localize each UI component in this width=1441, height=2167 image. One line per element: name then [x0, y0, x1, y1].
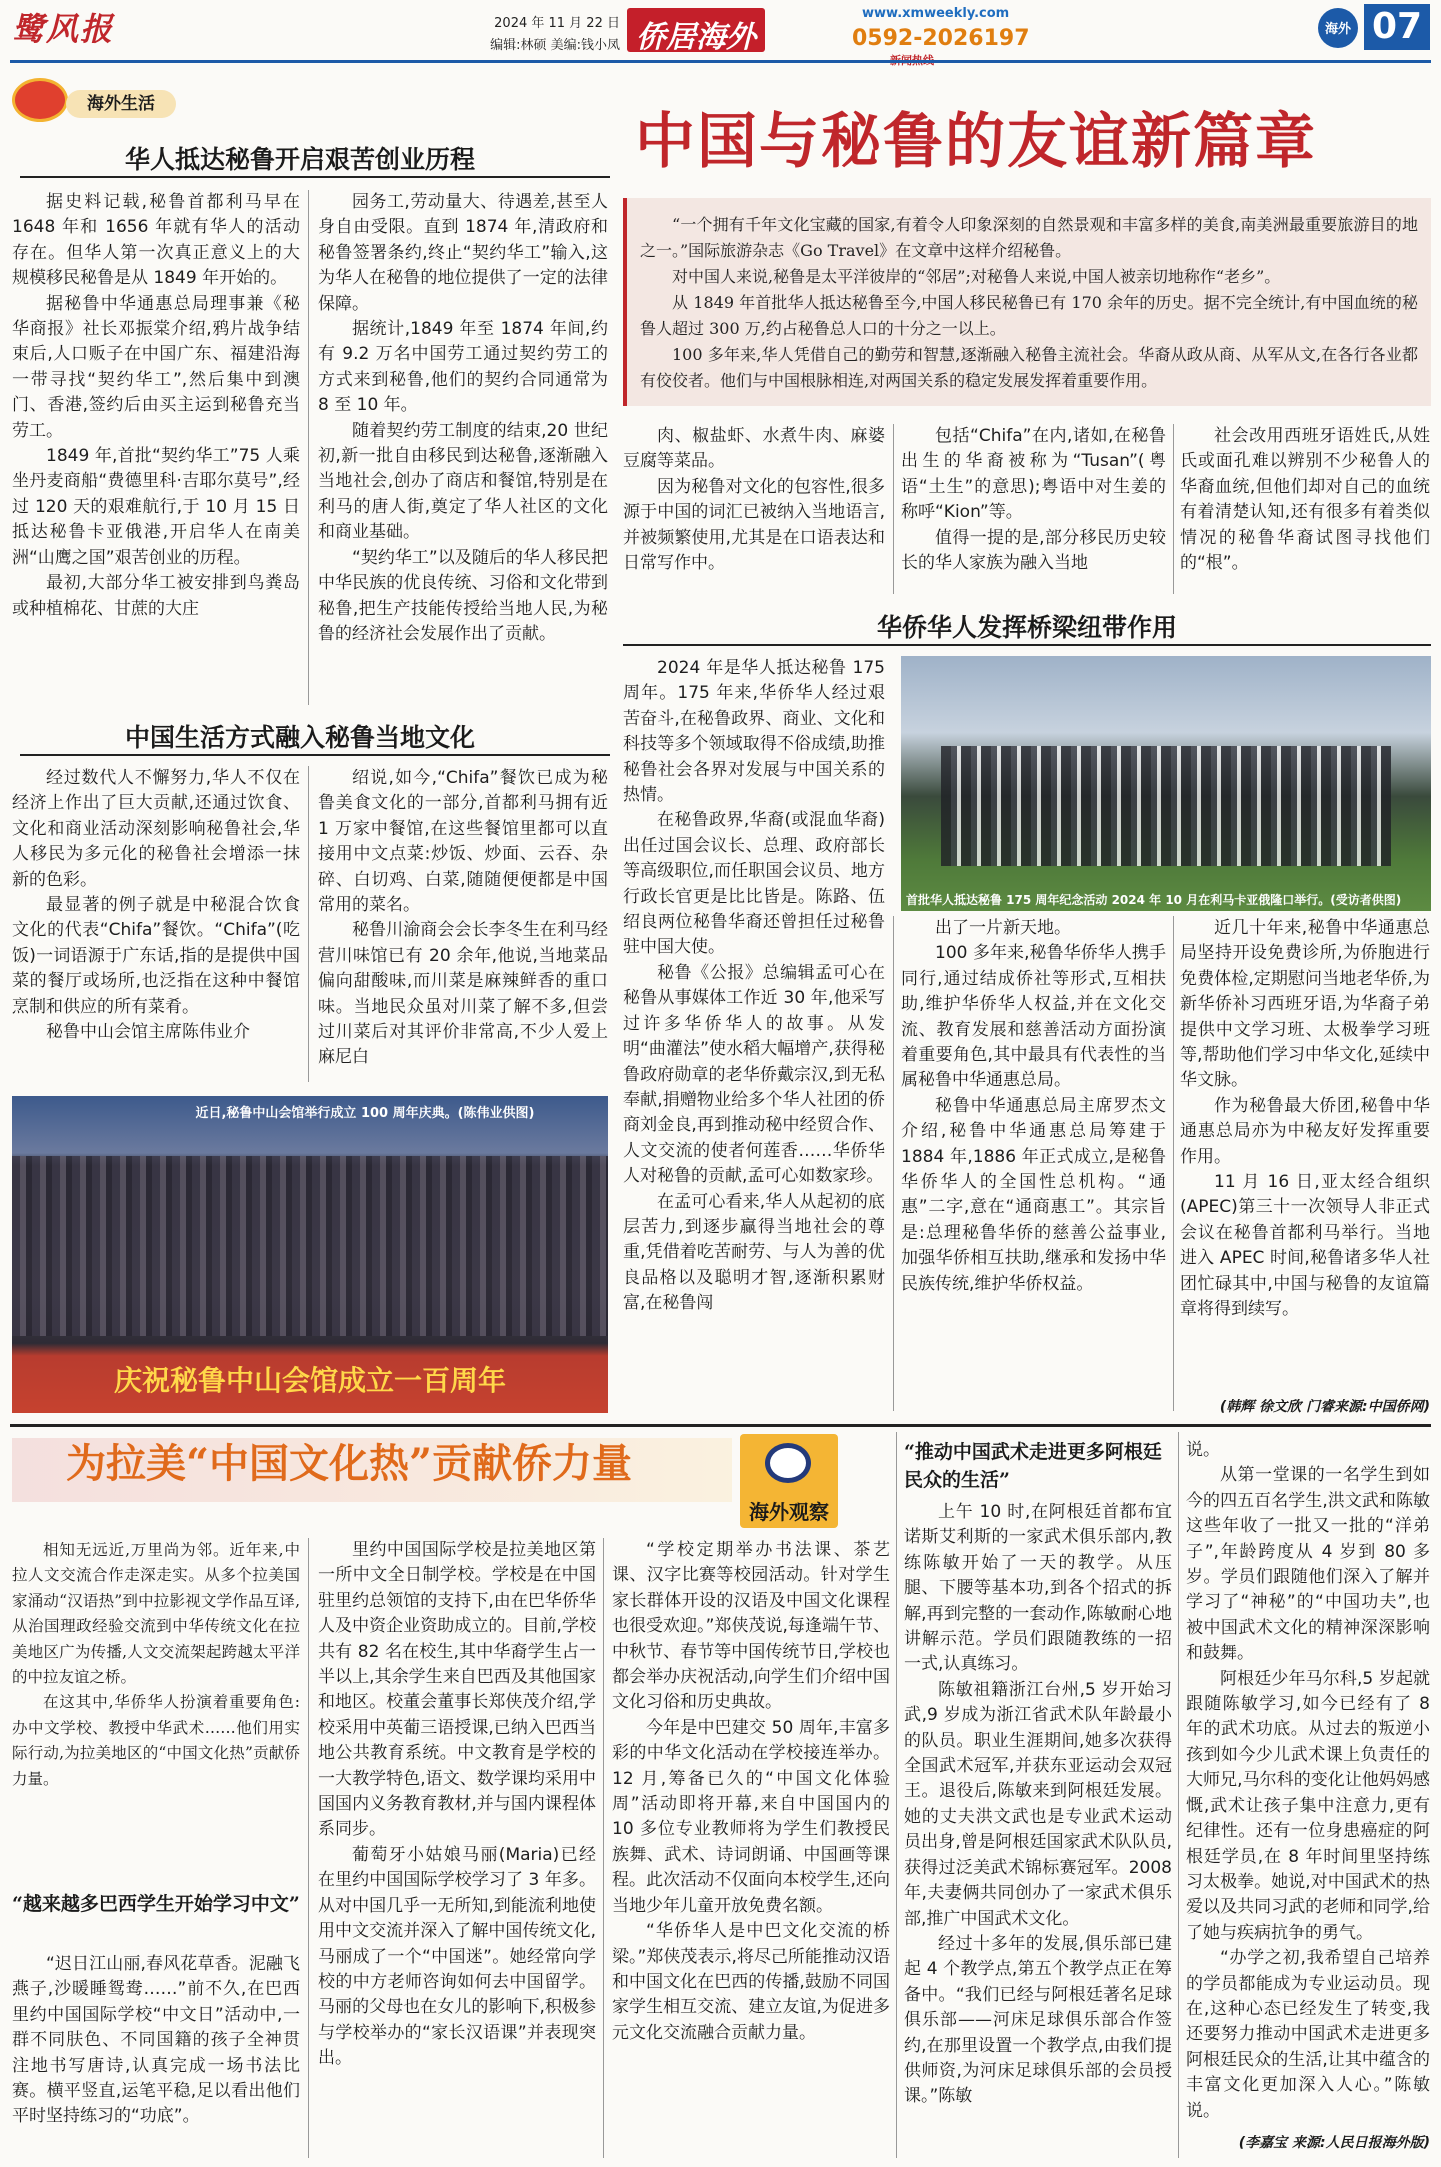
lower-col2 [318, 1538, 596, 2162]
issue-date: 2024 年 11 月 22 日 [494, 16, 620, 31]
main-headline: 中国与秘鲁的友谊新篇章 [635, 107, 1317, 177]
sec3-col3-p2: 作为秘鲁最大侨团,秘鲁中华通惠总局亦为中秘友好发挥重要作用。 [1180, 1095, 1430, 1167]
intro-text [640, 212, 1418, 402]
paper-logo: 鹭风报 [12, 10, 115, 48]
lower-col2-p2: 葡萄牙小姑娘马丽(Maria)已经在里约中国国际学校学习了 3 年多。从对中国几乎一无所知,到能流利地使用中文交流并深入了解中国传统文化,马丽成了一个“中国迷”。她经常向学校的中方老师咨询如何去中国留学。马丽的父母也在女儿的影响下,积极参与学校举办的“家长汉语课”并表现突出。 [318, 1844, 596, 2069]
lower-col2-p1: 里约中国国际学校是拉美地区第一所中文全日制学校。学校是在中国驻里约总领馆的支持下,由在巴华侨华人及中资企业资助成立的。目前,学校共有 82 名在校生,其中华裔学生占一半以上,其余学生来自巴西及其他国家和地区。校董会董事长郑侠茂介绍,学校采用中英葡三语授课,已纳入巴西当地公共教育系统。中文教育是学校的一大教学特色,语文、数学课均采用中国国内义务教育教材,并与国内课程体系同步。 [318, 1540, 596, 1840]
lower-credit: (李嘉宝 来源:人民日报海外版) [1238, 2135, 1430, 2151]
sec2-col4-p1: 包括“Chifa”在内,诸如,在秘鲁出生的华裔被称为“Tusan”(粤语“土生”的意思);粤语中对生姜的称呼“Kion”等。 [901, 426, 1166, 523]
sec2-col2-p2: 秘鲁川渝商会会长李冬生在利马经营川味馆已有 20 余年,他说,当地菜品偏向甜酸味,而川菜是麻辣鲜香的重口味。当地民众虽对川菜了解不多,但尝过川菜后对其评价非常高,不少人爱上麻尼白 [318, 920, 608, 1068]
sec1-col1-p2: 据秘鲁中华通惠总局理事兼《秘华商报》社长邓振棠介绍,鸦片战争结束后,人口贩子在中国广东、福建沿海一带寻找“契约华工”,然后集中到澳门、香港,签约后由买主运到秘鲁充当劳工。 [12, 293, 300, 441]
website-url: www.xmweekly.com [862, 6, 1010, 21]
sec1-col2-p2: 据统计,1849 年至 1874 年间,约有 9.2 万名中国劳工通过契约劳工的方式来到秘鲁,他们的契约合同通常为 8 至 10 年。 [318, 319, 608, 416]
sec1-rule [20, 176, 610, 178]
lower-divider-b [603, 1538, 604, 2158]
crowd-shape [12, 1156, 608, 1336]
lower-col4 [904, 1500, 1172, 2162]
lower-sub2: “推动中国武术走进更多阿根廷民众的生活” [904, 1441, 1162, 1491]
sec2-col1-p1: 经过数代人不懈努力,华人不仅在经济上作出了巨大贡献,还通过饮食、文化和商业活动深刻影响秘鲁社会,华人移民为多元化的秘鲁社会增添一抹新的色彩。 [12, 768, 300, 890]
lower-col5-p3: 阿根廷少年马尔科,5 岁起就跟随陈敏学习,如今已经有了 8 年的武术功底。从过去的叛逆小孩到如今少儿武术课上负责任的大师兄,马尔科的变化让他妈妈感慨,武术让孩子集中注意力,更有纪律性。还有一位身患癌症的阿根廷学员,在 8 年时间里坚持练习太极拳。她说,对中国武术的热爱以及共同习武的老师和同学,给了她与疾病抗争的勇气。 [1186, 1668, 1430, 1943]
intro-p4: 100 多年来,华人凭借自己的勤劳和智慧,逐渐融入秘鲁主流社会。华裔从政从商、从军从文,在各行各业都有佼佼者。他们与中国根脉相连,对两国关系的稳定发展发挥着重要作用。 [640, 345, 1418, 390]
intro-p3: 从 1849 年首批华人抵达秘鲁至今,中国人移民秘鲁已有 170 余年的历史。据不完全统计,有中国血统的秘鲁人超过 300 万,约占秘鲁总人口的十分之一以上。 [640, 293, 1418, 338]
lower-col1-p1: “迟日江山丽,春风花草香。泥融飞燕子,沙暖睡鸳鸯……”前不久,在巴西里约中国国际学校“中文日”活动中,一群不同肤色、不同国籍的孩子全神贯注地书写唐诗,认真完成一场书法比赛。横平竖直,运笔平稳,足以看出他们平时坚持练习的“功底”。 [12, 1954, 300, 2127]
hotline-number: 0592-2026197 [852, 26, 1030, 51]
lower-divider-c [896, 1432, 897, 2158]
lower-divider-d [1178, 1432, 1179, 2158]
sec1-col1-p1: 据史料记载,秘鲁首都利马早在 1648 年和 1656 年就有华人的活动存在。但华人第一次真正意义上的大规模移民秘鲁是从 1849 年开始的。 [12, 192, 300, 289]
anniversary-photo [12, 1096, 608, 1413]
sec1-col1-p3: 1849 年,首批“契约华工”75 人乘坐丹麦商船“费德里科·吉耶尔莫号”,经过 120 天的艰难航行,于 10 月 15 日抵达秘鲁卡亚俄港,开启华人在南美洲“山鹰之国”艰苦创业的历程。 [12, 446, 300, 568]
commemoration-photo [901, 656, 1431, 911]
sec2-col2-p1: 绍说,如今,“Chifa”餐饮已成为秘鲁美食文化的一部分,首都利马拥有近 1 万家中餐馆,在这些餐馆里都可以直接用中文点菜:炒饭、炒面、云吞、杂碎、白切鸡、白菜,随随便便都是中国常用的菜名。 [318, 768, 608, 916]
sec2-col4-p2: 值得一提的是,部分移民历史较长的华人家族为融入当地 [901, 527, 1166, 574]
lower-col5 [1186, 1438, 1430, 2128]
lower-col1-body [12, 1952, 300, 2162]
lower-divider [10, 1424, 1431, 1427]
photo2-caption: 首批华人抵达秘鲁 175 周年纪念活动 2024 年 10 月在利马卡亚俄隆口举行。(受访者供图) [906, 893, 1402, 907]
sec2-rule [20, 754, 610, 756]
sec2-col1-p2: 最显著的例子就是中秘混合饮食文化的代表“Chifa”餐饮。“Chifa”(吃饭)一词语源于广东话,指的是提供中国菜的餐厅或场所,也泛指在这种中餐馆烹制和供应的所有菜肴。 [12, 895, 300, 1017]
sec3-col2 [901, 916, 1166, 1414]
sec3-rule [623, 644, 1431, 646]
lower-col5-p4: “办学之初,我希望自己培养的学员都能成为专业运动员。现在,这种心态已经发生了转变,我还要努力推动中国武术走进更多阿根廷民众的生活,让其中蕴含的丰富文化更加深入人心。”陈敏说。 [1186, 1948, 1430, 2121]
lower-col4-p3: 经过十多年的发展,俱乐部已建起 4 个教学点,第五个教学点正在筹备中。“我们已经与阿根廷著名足球俱乐部——河床足球俱乐部合作签约,在那里设置一个教学点,由我们提供师资,为河床足球俱乐部的会员授课。”陈敏 [904, 1933, 1172, 2107]
lower-col5-p1: 说。 [1186, 1440, 1220, 1460]
sec1-col2-p3: 随着契约劳工制度的结束,20 世纪初,新一批自由移民到达秘鲁,逐渐融入当地社会,创办了商店和餐馆,特别是在利马的唐人街,奠定了华人社区的文化和商业基础。 [318, 420, 608, 543]
sec1-col1-p4: 最初,大部分华工被安排到鸟粪岛或种植棉花、甘蔗的大庄 [12, 573, 300, 619]
sec1-col2 [318, 190, 608, 710]
lower-intro-p2: 在这其中,华侨华人扮演着重要角色:办中文学校、教授中华武术……他们用实际行动,为拉美地区的“中国文化热”贡献侨力量。 [12, 1693, 300, 1788]
sec2-divider-c [1173, 424, 1174, 594]
sec2-col3 [623, 424, 885, 599]
editors-line: 编辑:林硕 美编:钱小凤 [490, 38, 620, 53]
anniversary-banner: 庆祝秘鲁中山会馆成立一百周年 [113, 1364, 506, 1397]
sec1-divider [308, 190, 309, 705]
lower-col5-p2: 从第一堂课的一名学生到如今的四五百名学生,洪文武和陈敏这些年收了一批又一批的“洋弟子”,年龄跨度从 4 岁到 80 多岁。学员们跟随他们深入了解并学习了“神秘”的“中国功夫”,也被中国武术文化的精神深深影响和鼓舞。 [1186, 1465, 1430, 1664]
lion-icon [12, 78, 68, 122]
lower-sub1: “越来越多巴西学生开始学习中文” [12, 1893, 300, 1915]
lower-col3-p3: “华侨华人是中巴文化交流的桥梁。”郑侠茂表示,将尽己所能推动汉语和中国文化在巴西的传播,鼓励不同国家学生相互交流、建立友谊,为促进多元文化交流融合贡献力量。 [612, 1921, 890, 2043]
lower-col4-p1: 上午 10 时,在阿根廷首都布宜诺斯艾利斯的一家武术俱乐部内,教练陈敏开始了一天的教学。从压腿、下腰等基本功,到各个招式的拆解,再到完整的一套动作,陈敏耐心地讲解示范。学员们跟随教练的一招一式,认真练习。 [904, 1502, 1172, 1675]
sec2-col2 [318, 766, 608, 1086]
sec2-col5 [1180, 424, 1430, 599]
intro-p2: 对中国人来说,秘鲁是太平洋彼岸的“邻居”;对秘鲁人来说,中国人被亲切地称作“老乡”。 [672, 267, 1281, 286]
sec1-title: 华人抵达秘鲁开启艰苦创业历程 [124, 145, 475, 174]
sec3-divider [893, 916, 894, 1411]
sec2-col3-p1: 肉、椒盐虾、水煮牛肉、麻婆豆腐等菜品。 [623, 426, 885, 472]
lower-intro-p1: 相知无远近,万里尚为邻。近年来,中拉人文交流合作走深走实。从多个拉美国家涌动“汉语热”到中拉影视文学作品互译,从治国理政经验交流到中华传统文化在拉美地区广为传播,人文交流架起跨越太平洋的中拉友谊之桥。 [12, 1541, 300, 1687]
sec2-title: 中国生活方式融入秘鲁当地文化 [124, 723, 475, 752]
sec3-credit: (韩辉 徐文欣 门睿来源:中国侨网) [1219, 1399, 1430, 1415]
sec3-col1 [623, 656, 885, 1414]
sec2-col1-p3: 秘鲁中山会馆主席陈伟业介 [46, 1022, 250, 1043]
sec3-col1-p1: 2024 年是华人抵达秘鲁 175 周年。175 年来,华侨华人经过艰苦奋斗,在秘鲁政界、商业、文化和科技等多个领域取得不俗成绩,助推秘鲁社会各界对发展与中国关系的热情。 [623, 658, 885, 806]
group-shape [941, 746, 1391, 866]
lower-col3-p1: “学校定期举办书法课、茶艺课、汉字比赛等校园活动。针对学生家长群体开设的汉语及中国文化课程也很受欢迎。”郑侠茂说,每逢端午节、中秋节、春节等中国传统节日,学校也都会举办庆祝活动,向学生们介绍中国文化习俗和历史典故。 [612, 1540, 890, 1713]
sec2-col3-p2: 因为秘鲁对文化的包容性,很多源于中国的词汇已被纳入当地语言,并被频繁使用,尤其是在口语表达和日常写作中。 [623, 476, 885, 574]
lower-headline: 为拉美“中国文化热”贡献侨力量 [66, 1440, 633, 1487]
sec3-divider-b [1173, 916, 1174, 1411]
lower-intro [12, 1538, 300, 1858]
section-title: 侨居海外 [636, 20, 756, 55]
sec2-col4 [901, 424, 1166, 599]
lower-col3-p2: 今年是中巴建交 50 周年,丰富多彩的中华文化活动在学校接连举办。12 月,筹备已久的“中国文化体验周”活动即将开幕,来自中国国内的 10 多位专业教师将为学生们教授民族舞、武术、诗词朗诵、中国画等课程。此次活动不仅面向本校学生,还向当地少年儿童开放免费名额。 [612, 1717, 890, 1916]
magnifier-icon [765, 1443, 811, 1483]
sec1-col2-p1: 园务工,劳动量大、待遇差,甚至人身自由受限。直到 1874 年,清政府和秘鲁签署条约,终止“契约华工”输入,这为华人在秘鲁的地位提供了一定的法律保障。 [318, 192, 608, 314]
sec3-col2-p3: 秘鲁中华通惠总局主席罗杰文介绍,秘鲁中华通惠总局筹建于 1884 年,1886 年正式成立,是秘鲁华侨华人的全国性总机构。“通惠”二字,意在“通商惠工”。其宗旨是:总理秘鲁华侨的慈善公益事业,加强华侨相互扶助,继承和发扬中华民族传统,维护华侨权益。 [901, 1095, 1166, 1294]
sec3-title: 华侨华人发挥桥梁纽带作用 [876, 613, 1177, 642]
sec3-col3-p1: 近几十年来,秘鲁中华通惠总局坚持开设免费诊所,为侨胞进行免费体检,定期慰问当地老华侨,为新华侨补习西班牙语,为华裔子弟提供中文学习班、太极拳学习班等,帮助他们学习中华文化,延续中华文脉。 [1180, 918, 1430, 1091]
sec2-divider-b [893, 424, 894, 594]
page-badge-text: 海外 [1324, 22, 1351, 37]
lower-col4-p2: 陈敏祖籍浙江台州,5 岁开始习武,9 岁成为浙江省武术队年龄最小的队员。职业生涯期间,她多次获得全国武术冠军,并获东亚运动会双冠王。退役后,陈敏来到阿根廷发展。她的丈夫洪文武也是专业武术运动员出身,曾是阿根廷国家武术队队员,获得过泛美武术锦标赛冠军。2008 年,夫妻俩共同创办了一家武术俱乐部,推广中国武术文化。 [904, 1679, 1172, 1929]
lower-divider-a [308, 1538, 309, 2158]
corner-tag: 海外生活 [66, 90, 176, 118]
sec3-col3 [1180, 916, 1430, 1394]
sec3-col3-p3: 11 月 16 日,亚太经合组织(APEC)第三十一次领导人非正式会议在秘鲁首都利马举行。当地进入 APEC 时间,秘鲁诸多华人社团忙碌其中,中国与秘鲁的友谊篇章将得到续写。 [1180, 1172, 1430, 1320]
sec3-col2-p1: 出了一片新天地。 [935, 918, 1071, 938]
observe-badge-label: 海外观察 [749, 1500, 829, 1524]
sec2-col1 [12, 766, 300, 1086]
sec2-divider [308, 766, 309, 1082]
masthead-rule [10, 60, 1431, 63]
photo1-caption: 近日,秘鲁中山会馆举行成立 100 周年庆典。(陈伟业供图) [195, 1106, 535, 1121]
sec1-col1 [12, 190, 300, 710]
intro-p1: “一个拥有千年文化宝藏的国家,有着令人印象深刻的自然景观和丰富多样的美食,南美洲最重要旅游目的地之一。”国际旅游杂志《Go Travel》在文章中这样介绍秘鲁。 [640, 215, 1418, 260]
page-number: 07 [1364, 4, 1430, 50]
sec3-col1-p4: 在孟可心看来,华人从起初的底层苦力,到逐步赢得当地社会的尊重,凭借着吃苦耐劳、与人为善的优良品格以及聪明才智,逐渐积累财富,在秘鲁闯 [623, 1191, 885, 1314]
lower-col3 [612, 1538, 890, 2162]
sec1-col2-p4: “契约华工”以及随后的华人移民把中华民族的优良传统、习俗和文化带到秘鲁,把生产技能传授给当地人民,为秘鲁的经济社会发展作出了贡献。 [318, 547, 608, 644]
sec3-col1-p3: 秘鲁《公报》总编辑孟可心在秘鲁从事媒体工作近 30 年,他采写过许多华侨华人的故事。从发明“曲灌法”使水稻大幅增产,获得秘鲁政府勋章的老华侨戴宗汉,到无私奉献,捐赠物业给多个华人社团的侨商刘金良,再到推动秘中经贸合作、人文交流的使者何莲香……华侨华人对秘鲁的贡献,孟可心如数家珍。 [623, 962, 885, 1187]
sec3-col1-p2: 在秘鲁政界,华裔(或混血华裔)出任过国会议长、总理、政府部长等高级职位,而任职国会议员、地方行政长官更是比比皆是。陈路、伍绍良两位秘鲁华裔还曾担任过秘鲁驻中国大使。 [623, 810, 885, 958]
sec2-col5-p1: 社会改用西班牙语姓氏,从姓氏或面孔难以辨别不少秘鲁人的华裔血统,但他们却对自己的血统有着清楚认知,还有很多有着类似情况的秘鲁华裔试图寻找他们的“根”。 [1180, 426, 1430, 574]
sec3-col2-p2: 100 多年来,秘鲁华侨华人携手同行,通过结成侨社等形式,互相扶助,维护华侨华人权益,并在文化交流、教育发展和慈善活动方面扮演着重要角色,其中最具有代表性的当属秘鲁中华通惠总局。 [901, 943, 1166, 1091]
